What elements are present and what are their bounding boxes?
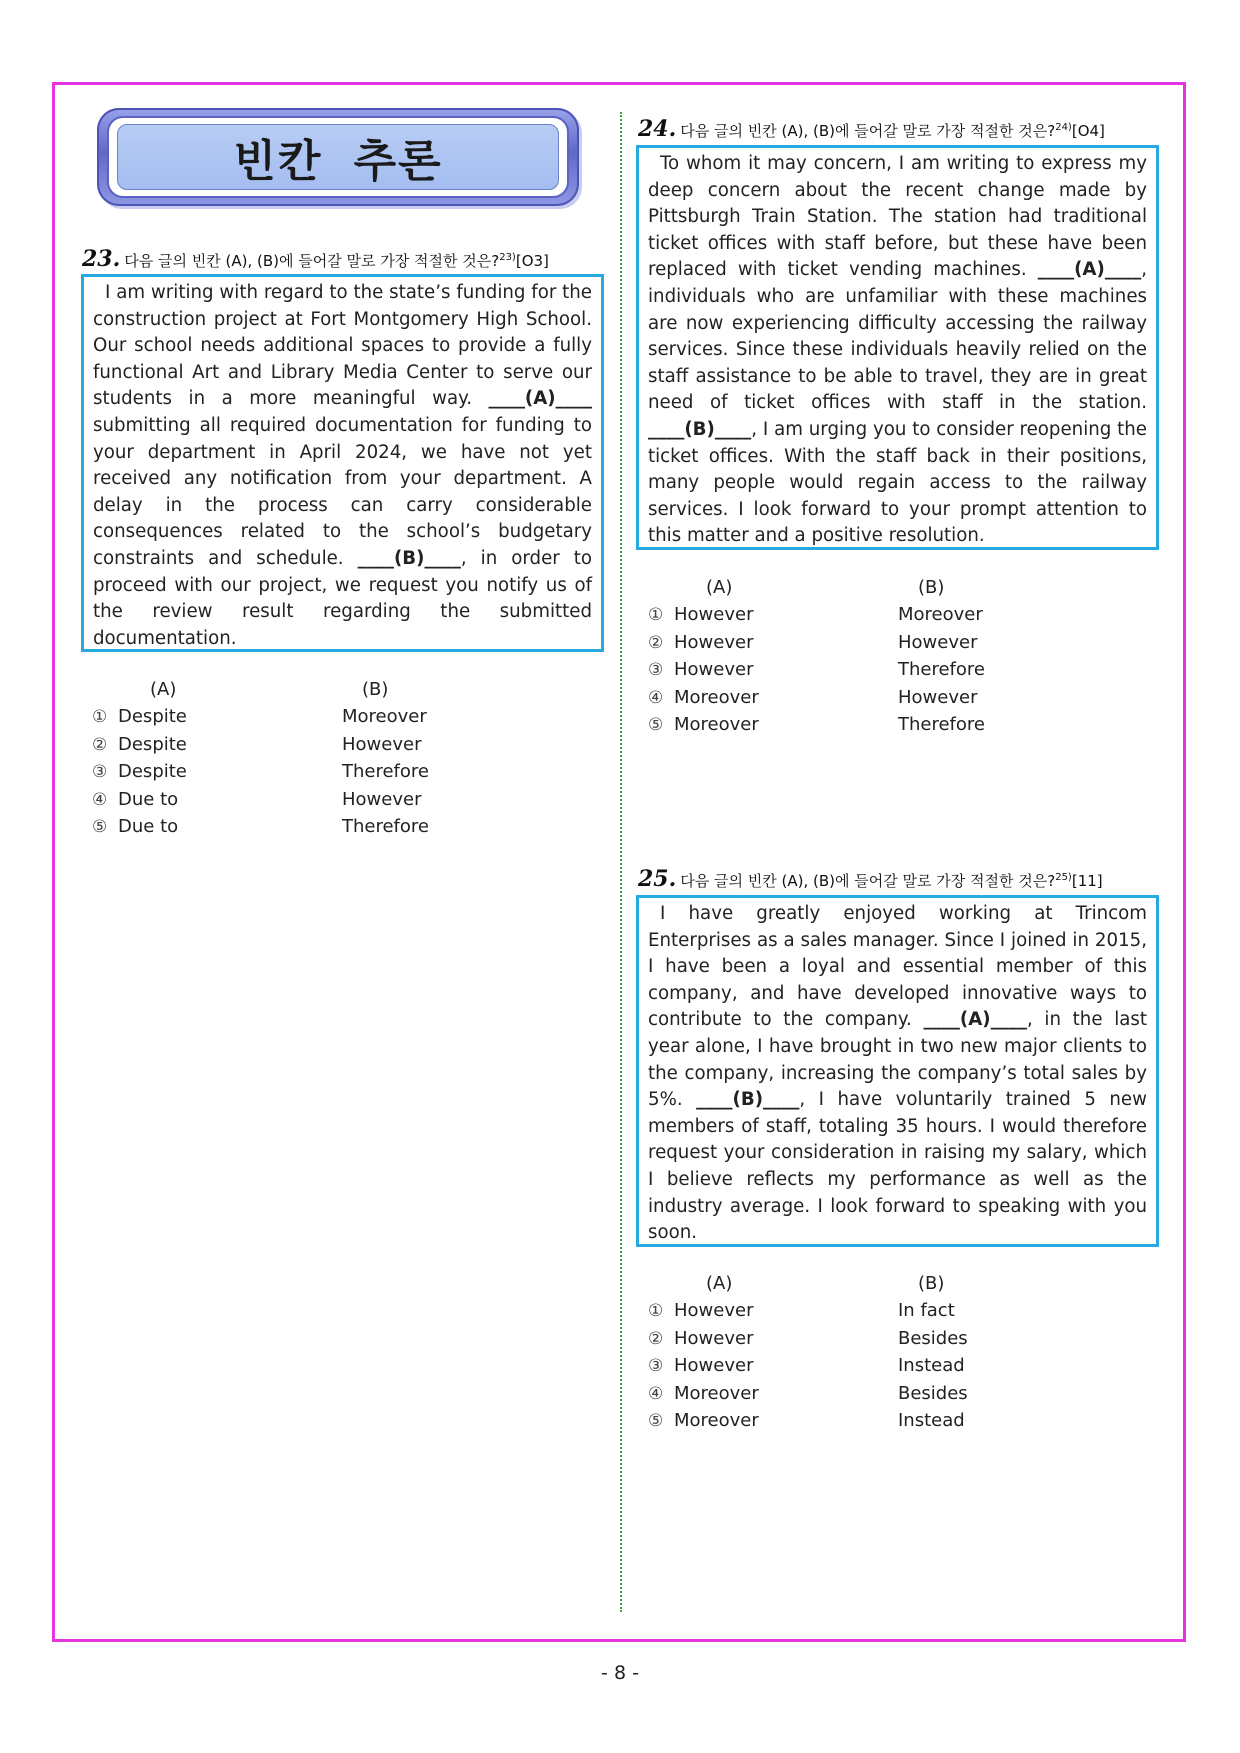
page-number: - 8 - — [601, 1662, 639, 1684]
option-b: Therefore — [342, 816, 429, 837]
option-b: Therefore — [342, 761, 429, 782]
option-b: Besides — [898, 1327, 968, 1349]
option-b: However — [898, 631, 978, 653]
question-25-passage — [636, 895, 1159, 1247]
passage-segment: , in order to proceed with our project, we request you notify us of the review result regarding the submitted documentation. — [93, 547, 592, 649]
option-header-b: (B) — [918, 1273, 945, 1294]
question-24-options — [648, 574, 1068, 739]
option-a: However — [674, 659, 754, 680]
blank-a: ____(A)____ — [1037, 259, 1142, 281]
option-header-b: (B) — [362, 679, 389, 700]
option-a: Moreover — [674, 1410, 759, 1431]
question-code: [O3] — [515, 252, 549, 270]
option-3[interactable] — [648, 1352, 1068, 1380]
option-a: Moreover — [674, 686, 759, 708]
options-header — [648, 574, 1068, 601]
option-a: However — [674, 631, 754, 653]
option-marker: ⑤ — [648, 1411, 664, 1431]
question-number: 23. — [82, 246, 121, 272]
option-3[interactable] — [92, 758, 512, 786]
option-b: However — [342, 733, 422, 755]
option-1[interactable] — [92, 703, 512, 731]
option-1[interactable] — [648, 601, 1068, 629]
option-marker: ⑤ — [648, 715, 664, 735]
option-a: Despite — [118, 733, 187, 755]
option-2[interactable] — [648, 1325, 1068, 1353]
section-banner — [97, 108, 579, 206]
option-marker: ① — [648, 1301, 664, 1321]
option-4[interactable] — [92, 786, 512, 814]
option-marker: ④ — [92, 789, 108, 810]
question-prompt: 다음 글의 빈칸 (A), (B)에 들어갈 말로 가장 적절한 것은? — [680, 122, 1056, 140]
passage-segment: submitting all required documentation for funding to your department in April 2024, we have not yet received any notification from your department. A delay in the process can carry considerable consequences related to the school’s budgetary constraints and schedule. — [93, 414, 592, 569]
option-b: Moreover — [898, 604, 983, 625]
option-b: Besides — [898, 1382, 968, 1404]
option-marker: ② — [648, 1328, 664, 1349]
option-2[interactable] — [92, 731, 512, 759]
option-b: Instead — [898, 1355, 965, 1376]
banner-ring — [107, 116, 569, 198]
option-a: Moreover — [674, 1382, 759, 1404]
option-b: However — [342, 788, 422, 810]
option-marker: ② — [648, 632, 664, 653]
option-5[interactable] — [648, 711, 1068, 739]
passage-segment: , in the last year alone, I have brought in two new major clients to the company, increasing the company’s total sales by 5%. — [648, 1009, 1147, 1111]
option-marker: ④ — [648, 1383, 664, 1404]
question-prompt: 다음 글의 빈칸 (A), (B)에 들어갈 말로 가장 적절한 것은? — [124, 252, 500, 270]
options-header — [648, 1270, 1068, 1297]
question-25-header — [638, 866, 1103, 892]
passage-segment: , individuals who are unfamiliar with these machines are now experiencing difficulty accessing the railway services. Since these individuals heavily relied on the staff assistance to be able to travel, they are in great need of ticket offices with staff in the station. — [648, 259, 1147, 414]
option-a: However — [674, 1355, 754, 1376]
option-3[interactable] — [648, 656, 1068, 684]
option-marker: ④ — [648, 687, 664, 708]
blank-b: ____(B)____ — [696, 1089, 800, 1111]
option-a: Despite — [118, 761, 187, 782]
question-code: [O4] — [1071, 122, 1105, 140]
option-5[interactable] — [648, 1407, 1068, 1435]
option-a: However — [674, 1327, 754, 1349]
passage-segment: I have greatly enjoyed working at Trincom Enterprises as a sales manager. Since I joined in 2015, I have been a loyal and essential member of this company, and have developed innovative ways to contribute to the company. — [648, 903, 1147, 1031]
option-1[interactable] — [648, 1297, 1068, 1325]
option-4[interactable] — [648, 684, 1068, 712]
question-number: 25. — [638, 866, 677, 892]
passage-segment: To whom it may concern, I am writing to express my deep concern about the recent change made by Pittsburgh Train Station. The station had traditional ticket offices with staff before, but these have been replaced with ticket vending machines. — [648, 153, 1147, 281]
option-marker: ③ — [648, 660, 664, 680]
option-b: Moreover — [342, 706, 427, 727]
option-4[interactable] — [648, 1380, 1068, 1408]
question-ref: 25) — [1055, 872, 1072, 883]
option-b: In fact — [898, 1300, 955, 1321]
blank-b: ____(B)____ — [648, 418, 752, 440]
question-23-options — [92, 676, 512, 841]
option-a: Despite — [118, 706, 187, 727]
question-ref: 24) — [1055, 122, 1072, 133]
option-a: Due to — [118, 788, 179, 810]
question-25-options — [648, 1270, 1068, 1435]
question-prompt: 다음 글의 빈칸 (A), (B)에 들어갈 말로 가장 적절한 것은? — [680, 872, 1056, 890]
option-marker: ⑤ — [92, 817, 108, 837]
option-a: However — [674, 1300, 754, 1321]
option-header-a: (A) — [150, 679, 177, 700]
blank-b: ____(B)____ — [357, 547, 461, 569]
question-24-passage — [636, 145, 1159, 550]
option-marker: ③ — [92, 762, 108, 782]
option-marker: ② — [92, 734, 108, 755]
options-header — [92, 676, 512, 703]
option-header-a: (A) — [706, 577, 733, 598]
option-header-a: (A) — [706, 1273, 733, 1294]
option-marker: ③ — [648, 1356, 664, 1376]
option-b: However — [898, 686, 978, 708]
option-a: Moreover — [674, 714, 759, 735]
passage-segment: , I am urging you to consider reopening the ticket offices. With the staff back in their positions, many people would regain access to the railway services. I look forward to your prompt attention to this matter and a positive resolution. — [648, 418, 1147, 547]
option-header-b: (B) — [918, 577, 945, 598]
passage-segment: , I have voluntarily trained 5 new members of staff, totaling 35 hours. I would therefore request your consideration in raising my salary, which I believe reflects my performance as well as the industry average. I look forward to speaking with you soon. — [648, 1089, 1148, 1244]
option-marker: ① — [92, 707, 108, 727]
blank-a: ____(A)____ — [488, 388, 592, 410]
option-b: Therefore — [898, 714, 985, 735]
blank-a: ____(A)____ — [923, 1009, 1027, 1031]
section-title: 빈칸 추론 — [233, 136, 443, 187]
question-23-header — [82, 246, 549, 272]
option-a: Due to — [118, 816, 179, 837]
banner-inner — [117, 124, 559, 190]
option-b: Therefore — [898, 659, 985, 680]
option-5[interactable] — [92, 813, 512, 841]
option-2[interactable] — [648, 629, 1068, 657]
question-24-header — [638, 116, 1105, 142]
option-b: Instead — [898, 1410, 965, 1431]
passage-text — [648, 151, 1147, 550]
question-ref: 23) — [499, 252, 516, 263]
passage-segment: I am writing with regard to the state’s funding for the construction project at Fort Montgomery High School. Our school needs additional spaces to provide a fully functional Art and Library Media Center to serve our students in a more meaningful way. — [93, 282, 592, 410]
passage-text — [648, 901, 1147, 1247]
question-code: [11] — [1071, 872, 1103, 890]
option-marker: ① — [648, 605, 664, 625]
question-23-passage — [81, 274, 604, 652]
question-number: 24. — [638, 116, 677, 142]
option-a: However — [674, 604, 754, 625]
column-divider — [620, 112, 622, 1612]
passage-text — [93, 280, 592, 652]
